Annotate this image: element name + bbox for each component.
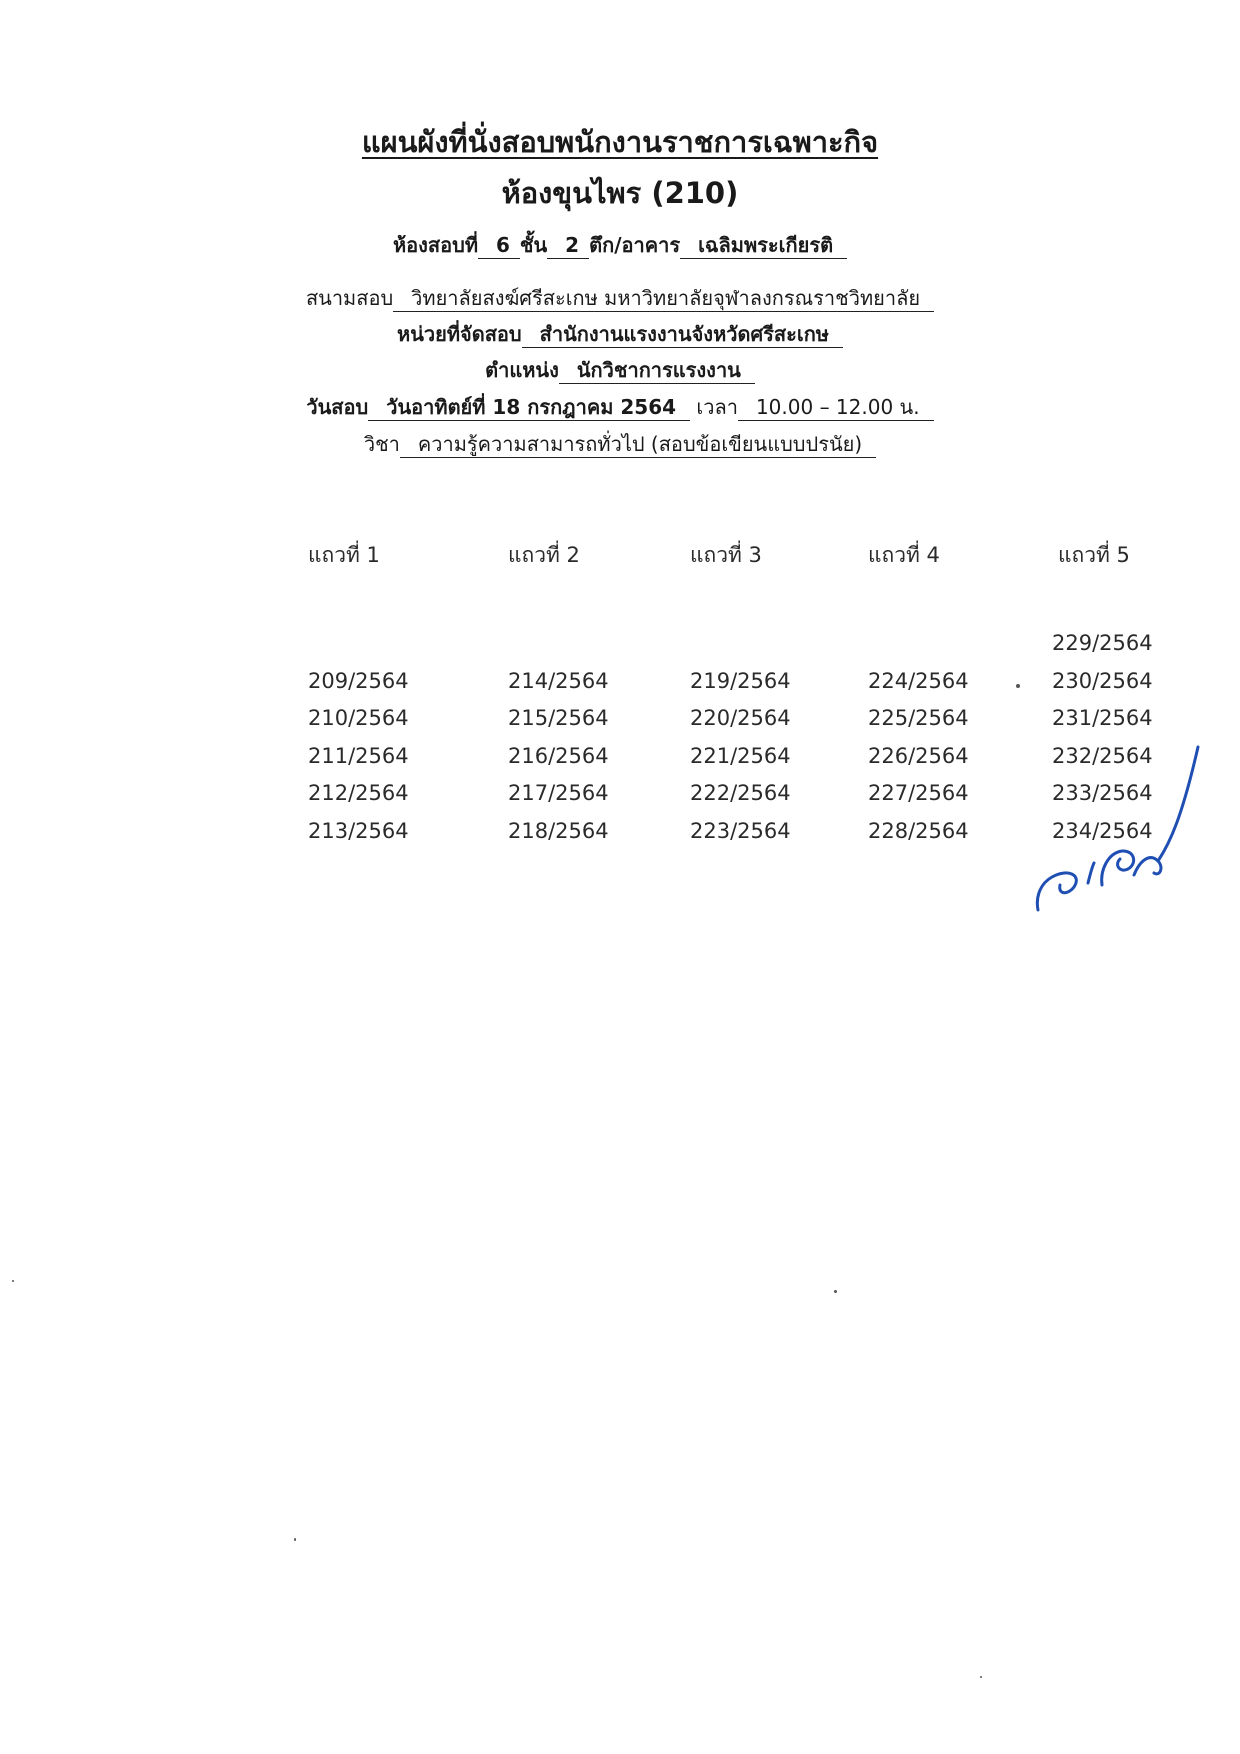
room-name: ห้องขุนไพร (210) <box>501 176 739 210</box>
subject-line <box>0 429 1240 459</box>
subject-value: ความรู้ความสามารถทั่วไป (สอบข้อเขียนแบบปรนัย) <box>400 431 876 458</box>
column-header: แถวที่ 4 <box>868 543 940 567</box>
column-header: แถวที่ 3 <box>690 543 762 567</box>
seat-number: 223/2564 <box>690 818 791 843</box>
seat-number: 214/2564 <box>508 668 609 693</box>
seat-number: 222/2564 <box>690 781 791 805</box>
seat-number: 212/2564 <box>308 781 409 805</box>
building-label: ตึก/อาคาร <box>589 233 681 257</box>
seat-number: 228/2564 <box>868 818 969 843</box>
scan-speck <box>1016 684 1020 688</box>
venue-value: วิทยาลัยสงฆ์ศรีสะเกษ มหาวิทยาลัยจุฬาลงกรณราชวิทยาลัย <box>393 285 934 312</box>
seat-column-2 <box>508 540 658 850</box>
position-value: นักวิชาการแรงงาน <box>559 357 755 384</box>
seat-number: 221/2564 <box>690 743 791 768</box>
room-label: ห้องสอบที่ <box>392 233 478 257</box>
position-label: ตำแหน่ง <box>485 358 559 382</box>
seat-number: 230/2564 <box>1052 668 1153 693</box>
subject-label: วิชา <box>363 432 400 456</box>
seat-column-3 <box>690 540 840 850</box>
seat-number: 217/2564 <box>508 781 609 805</box>
seat-column-4 <box>868 540 1018 850</box>
seat-number: 209/2564 <box>308 668 409 693</box>
venue-line <box>0 283 1240 313</box>
scan-speck <box>294 1538 296 1541</box>
seat-number: 234/2564 <box>1052 818 1153 843</box>
unit-value: สำนักงานแรงงานจังหวัดศรีสะเกษ <box>522 321 843 348</box>
time-value: 10.00 – 12.00 น. <box>738 394 934 421</box>
floor-number: 2 <box>547 232 589 259</box>
scan-speck <box>12 1280 14 1282</box>
seat-number: 216/2564 <box>508 743 609 768</box>
scan-speck <box>980 1676 982 1678</box>
room-info-line <box>0 230 1240 260</box>
seat-number: 218/2564 <box>508 818 609 843</box>
seat-number: 224/2564 <box>868 668 969 693</box>
seat-number: 226/2564 <box>868 743 969 768</box>
venue-label: สนามสอบ <box>305 286 394 310</box>
date-line <box>0 392 1240 422</box>
room-number: 6 <box>478 232 520 259</box>
date-value: วันอาทิตย์ที่ 18 กรกฎาคม 2564 <box>368 394 690 421</box>
seat-number: 233/2564 <box>1052 781 1153 805</box>
seat-number: 213/2564 <box>308 818 409 843</box>
seat-number: 227/2564 <box>868 781 969 805</box>
handwritten-signature-icon <box>1030 735 1210 915</box>
page-title: แผนผังที่นั่งสอบพนักงานราชการเฉพาะกิจ <box>361 125 879 159</box>
unit-line <box>0 319 1240 349</box>
seat-number: 211/2564 <box>308 743 409 768</box>
seat-number: 231/2564 <box>1052 706 1153 730</box>
floor-label: ชั้น <box>519 233 548 257</box>
seat-number: 215/2564 <box>508 706 609 730</box>
time-label: เวลา <box>696 395 738 419</box>
date-label: วันสอบ <box>306 395 369 419</box>
seat-number: 219/2564 <box>690 668 791 693</box>
position-line <box>0 355 1240 385</box>
building-name: เฉลิมพระเกียรติ <box>680 232 847 259</box>
seat-column-1 <box>308 540 458 850</box>
column-header: แถวที่ 5 <box>1058 543 1130 567</box>
column-header: แถวที่ 2 <box>508 543 580 567</box>
column-header: แถวที่ 1 <box>308 543 380 567</box>
seat-number: 232/2564 <box>1052 743 1153 768</box>
seat-number: 210/2564 <box>308 706 409 730</box>
scan-speck <box>834 1290 837 1293</box>
seat-number: 225/2564 <box>868 706 969 730</box>
unit-label: หน่วยที่จัดสอบ <box>397 322 522 346</box>
seat-number: 220/2564 <box>690 706 791 730</box>
seat-number: 229/2564 <box>1052 631 1153 655</box>
